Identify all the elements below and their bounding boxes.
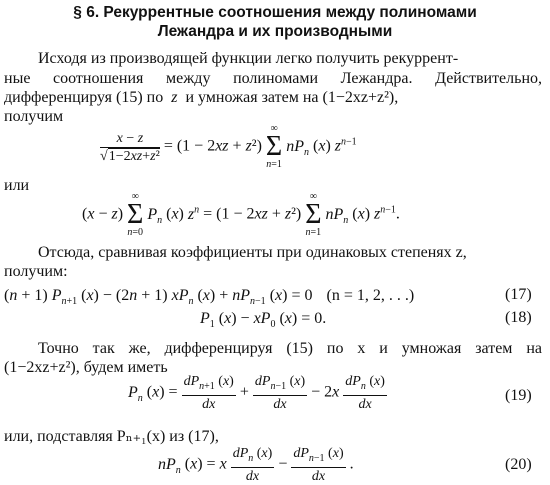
equation-20-number: (20) (505, 456, 532, 473)
paragraph-1-line-3: дифференцируя (15) по z и умножая затем на (1−2xz+z²), (4, 89, 399, 106)
paragraph-3-line-1: Точно так же, дифференцируя (15) по x и умножая затем на (38, 340, 542, 357)
fraction: $\frac{dP_n (x)}{dx}$ (345, 374, 385, 412)
equation-17: (n + 1) $P_{n+1}$ (x) − (2n + 1) $xP_n$ $(x) + nP_{n-1}$ (x) = 0 (n = 1, 2, . . .) (4, 287, 415, 308)
paragraph-4: или, подставляя Pₙ₊₁(x) из (17), (4, 428, 219, 445)
paragraph-1-line-3-start: дифференцируя (15) по (4, 89, 164, 106)
equation-unnumbered-1: $\frac{x - z}{\text{√1−2xz+z²}}$ = (1 − 2xz + z²) ∞ Σ n=1 $nP_n$ (x) $z^{n-1}$ (100, 123, 357, 170)
paragraph-3-line-2: (1−2xz+z²), будем иметь (4, 359, 168, 376)
summation-sign: ∞ Σ n=1 (305, 191, 322, 238)
paragraph-1-line-1: Исходя из производящей функции легко получить рекуррент- (38, 50, 459, 67)
equation-18-number: (18) (505, 309, 532, 326)
equation-17-number: (17) (505, 286, 532, 303)
summation-sign: ∞ Σ n=1 (265, 123, 283, 170)
equation-17-condition: (n = 1, 2, . . .) (326, 287, 415, 304)
paragraph-2-line-2: получим: (4, 263, 68, 280)
section-heading-line-2: Лежандра и их производными (157, 23, 393, 40)
fraction: $\frac{dP_{n+1} (x)}{dx}$ (183, 374, 234, 412)
fraction: $\frac{dP_n (x)}{dx}$ (232, 446, 273, 484)
fraction: $\frac{dP_{n-1} (x)}{dx}$ (254, 374, 306, 412)
equation-19-number: (19) (505, 387, 532, 404)
paragraph-1-line-4: получим (4, 108, 64, 125)
paragraph-2-line-1: Отсюда, сравнивая коэффициенты при одинаковых степенях z, (38, 244, 467, 261)
equation-18: $P_1$ $(x) - xP_0$ (x) = 0. (200, 310, 327, 331)
paragraph-1-line-2: ные соотношения между полиномами Лежандра. Действительно, (4, 70, 542, 87)
paragraph-1-line-3-end: и умножая затем на (1−2xz+z²), (185, 89, 399, 106)
section-heading-line-1: § 6. Рекуррентные соотношения между полиномами (73, 4, 477, 21)
connector-word-ili: или (4, 177, 30, 194)
equation-unnumbered-2: (x − z) ∞ Σ n=0 $P_n$ (x) $z^n = (1 - 2xz + z^2)$ ∞ Σ n=1 $nP_n$ (x) $z^{n-1}$. (82, 191, 400, 238)
equation-19: $P_n$ (x) = $\frac{dP_{n+1} (x)}{dx}$ + $\frac{dP_{n-1} (x)}{dx}$ − 2x $\frac{dP_n (x)}{dx}$ (128, 374, 385, 412)
fraction: $\frac{dP_{n-1} (x)}{dx}$ (293, 446, 344, 484)
fraction: $\frac{x - z}{\text{√1−2xz+z²}}$ (100, 130, 160, 164)
equation-20: $nP_n$ (x) = x $\frac{dP_n (x)}{dx}$ − $\frac{dP_{n-1} (x)}{dx}$ . (158, 446, 354, 484)
summation-sign: ∞ Σ n=0 (127, 191, 144, 238)
